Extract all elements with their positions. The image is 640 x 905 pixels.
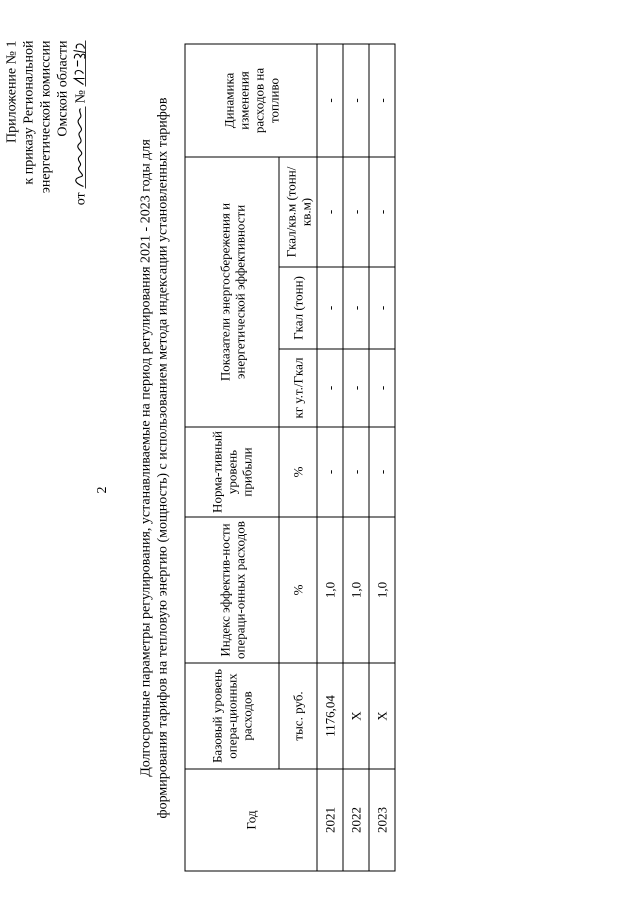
cell-base-level: 1176,04 [317, 663, 343, 769]
cell-normative-profit: - [343, 427, 369, 517]
cell-year: 2021 [317, 769, 343, 871]
table-units-row [279, 44, 317, 871]
unit-specific: Гкал/кв.м (тонн/кв.м) [279, 157, 317, 267]
cell-fuel-dynamics: - [369, 44, 395, 157]
cell-efficiency-index: 1,0 [369, 517, 395, 663]
cell-normative-profit: - [317, 427, 343, 517]
unit-losses: Гкал (тонн) [279, 267, 317, 349]
page-number: 2 [95, 486, 110, 494]
cell-specific: - [343, 157, 369, 267]
parameters-table [185, 43, 396, 871]
appendix-title: Приложение № 1 [4, 40, 20, 143]
order-prefix: от [73, 192, 89, 206]
handwritten-date-signature [72, 107, 88, 189]
cell-efficiency-index: 1,0 [317, 517, 343, 663]
cell-losses: - [343, 267, 369, 349]
unit-efficiency-index: % [279, 517, 317, 663]
header-efficiency-index: Индекс эффектив-ности операци-онных расходов [185, 517, 279, 663]
cell-base-level: X [369, 663, 395, 769]
header-energy-indicators: Показатели энергосбережения и энергетической эффективности [185, 157, 279, 427]
cell-fuel-dynamics: - [343, 44, 369, 157]
document-content [4, 41, 424, 876]
document-title [138, 41, 172, 876]
table-row [369, 44, 395, 871]
cell-year: 2022 [343, 769, 369, 871]
handwritten-order-number [72, 41, 88, 87]
cell-base-level: X [343, 663, 369, 769]
unit-base-level: тыс. руб. [279, 663, 317, 769]
appendix-commission: энергетической комиссии [38, 40, 54, 194]
cell-efficiency-index: 1,0 [343, 517, 369, 663]
appendix-header [4, 41, 90, 341]
cell-fuel-dynamics: - [317, 44, 343, 157]
cell-losses: - [369, 267, 395, 349]
unit-fuel-rate: кг у.т./Гкал [279, 349, 317, 427]
header-base-level: Базовый уровень опера-ционных расходов [185, 663, 279, 769]
cell-fuel-rate: - [343, 349, 369, 427]
table-row [317, 44, 343, 871]
table-row [343, 44, 369, 871]
order-date-line [72, 41, 90, 341]
header-normative-profit: Норма-тивный уровень прибыли [185, 427, 279, 517]
unit-normative-profit: % [279, 427, 317, 517]
order-number-label: № [73, 90, 89, 104]
title-line-2: формирования тарифов на тепловую энергию (мощность) с использованием метода индексации установленных тарифов [155, 97, 171, 819]
cell-specific: - [317, 157, 343, 267]
header-fuel-dynamics: Динамика изменения расходов на топливо [185, 44, 317, 157]
cell-specific: - [369, 157, 395, 267]
cell-losses: - [317, 267, 343, 349]
cell-fuel-rate: - [317, 349, 343, 427]
cell-fuel-rate: - [369, 349, 395, 427]
cell-year: 2023 [369, 769, 395, 871]
title-line-1: Долгосрочные параметры регулирования, устанавливаемые на период регулирования 2021 - 2023 годы для [138, 139, 154, 777]
header-year: Год [185, 769, 317, 871]
table-header-row [185, 44, 279, 871]
appendix-region: Омской области [55, 40, 71, 137]
appendix-order-ref: к приказу Региональной [21, 40, 37, 185]
cell-normative-profit: - [369, 427, 395, 517]
